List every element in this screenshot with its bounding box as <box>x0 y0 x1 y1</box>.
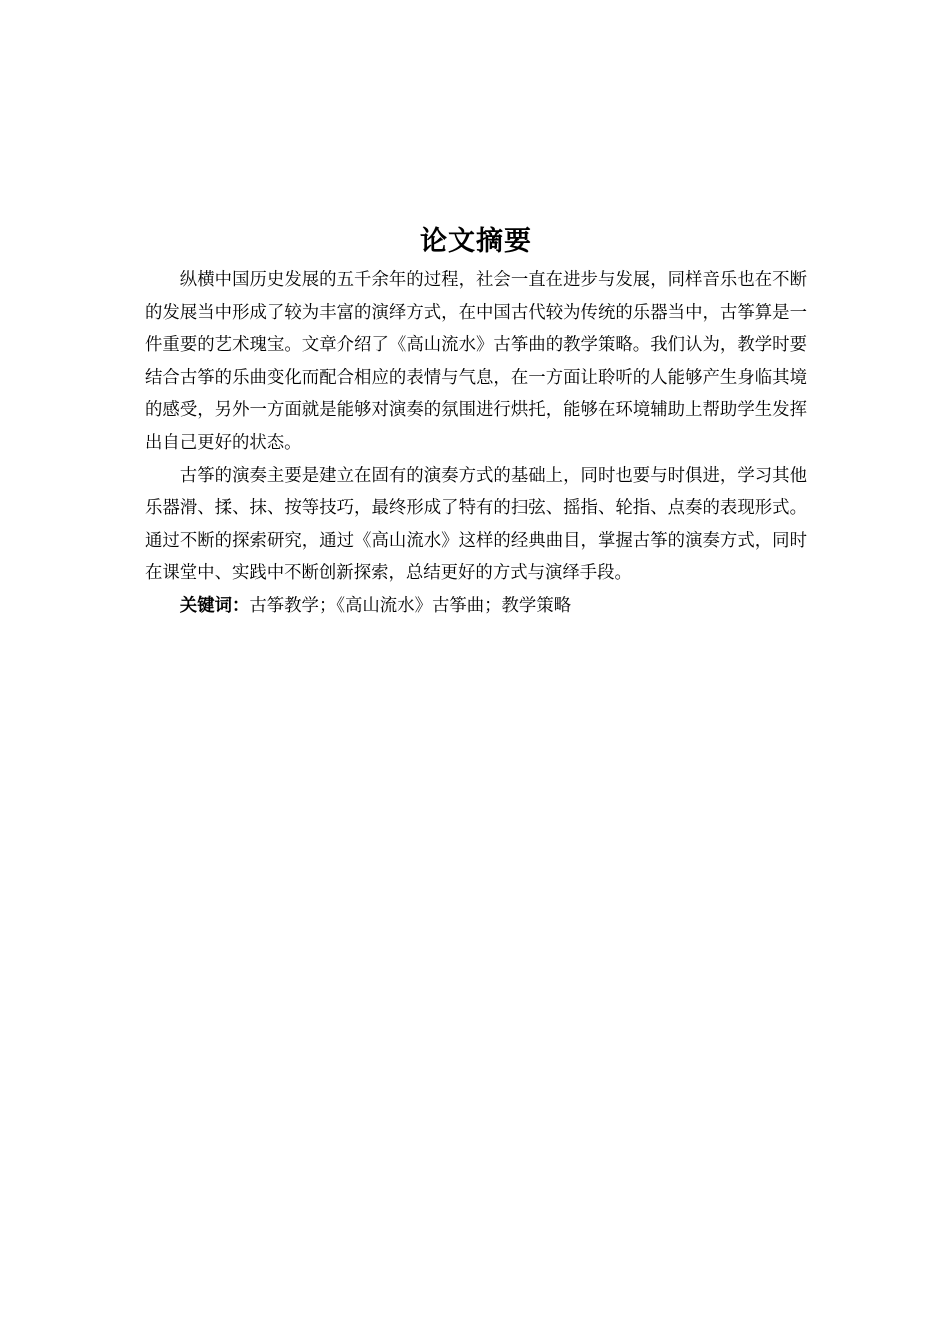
page-title: 论文摘要 <box>420 226 532 257</box>
abstract-section <box>145 224 807 623</box>
keywords-label: 关键词： <box>179 595 250 616</box>
abstract-paragraph-2: 古筝的演奏主要是建立在固有的演奏方式的基础上，同时也要与时俱进，学习其他乐器滑、揉、抹、按等技巧，最终形成了特有的扫弦、摇指、轮指、点奏的表现形式。通过不断的探索研究，通过《高山流水》这样的经典曲目，掌握古筝的演奏方式，同时在课堂中、实践中不断创新探索，总结更好的方式与演绎手段。 <box>145 465 807 584</box>
keywords-text: 古筝教学；《高山流水》古筝曲；教学策略 <box>249 595 572 616</box>
keywords-line <box>145 590 807 623</box>
abstract-paragraph-1: 纵横中国历史发展的五千余年的过程，社会一直在进步与发展，同样音乐也在不断的发展当中形成了较为丰富的演绎方式，在中国古代较为传统的乐器当中，古筝算是一件重要的艺术瑰宝。文章介绍了《高山流水》古筝曲的教学策略。我们认为，教学时要结合古筝的乐曲变化而配合相应的表情与气息，在一方面让聆听的人能够产生身临其境的感受，另外一方面就是能够对演奏的氛围进行烘托，能够在环境辅助上帮助学生发挥出自己更好的状态。 <box>145 270 807 453</box>
